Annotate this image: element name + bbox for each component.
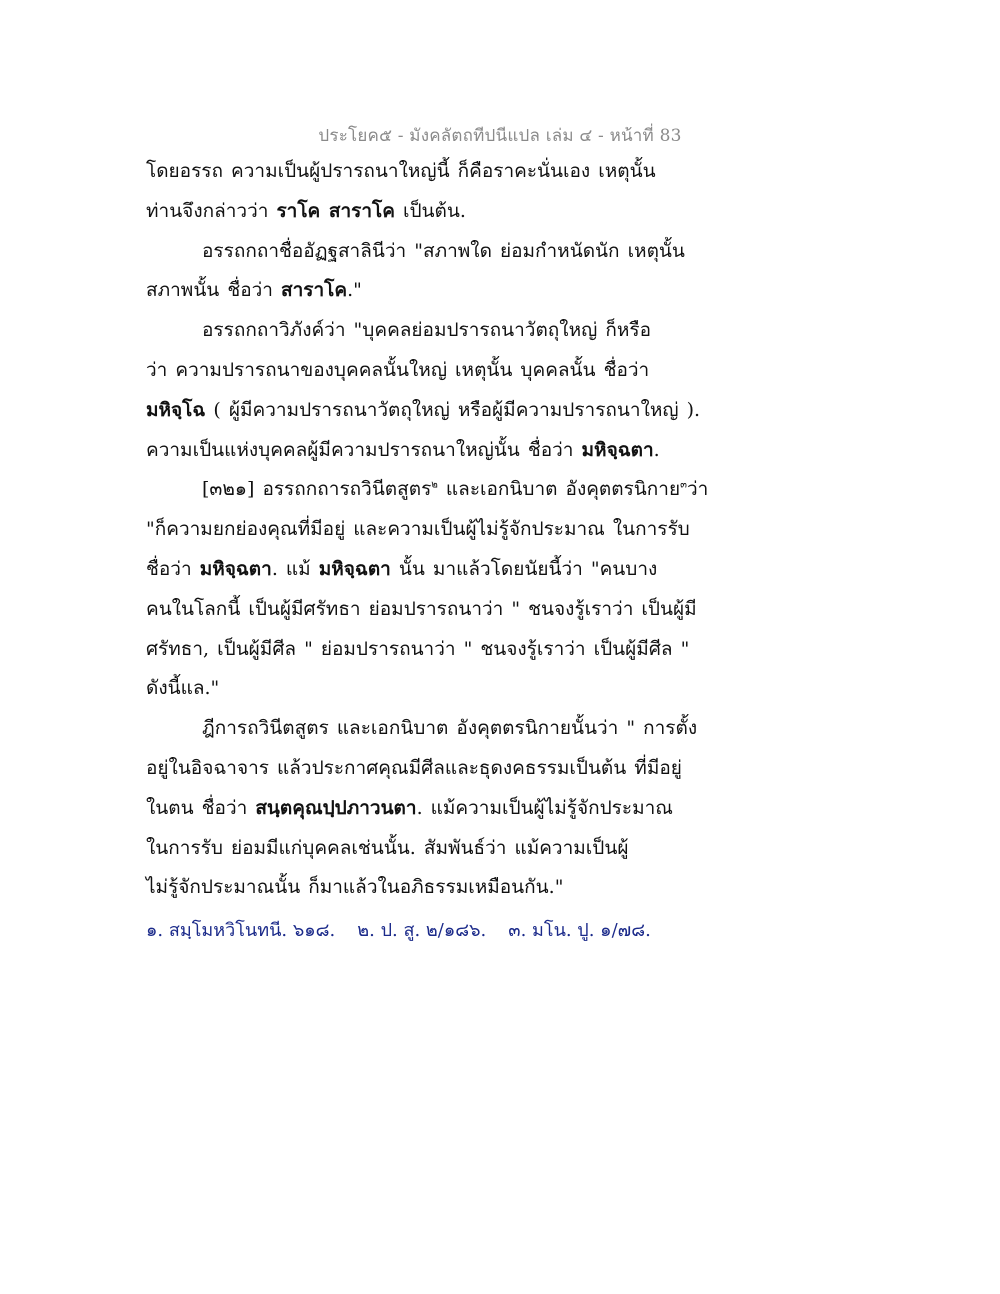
text-run: ท่านจึงกล่าวว่า bbox=[146, 199, 277, 222]
text-line bbox=[146, 590, 746, 630]
text-run: อรรถกถาชื่ออัฏฐสาลินีว่า "สภาพใด ย่อมกำหนัดนัก เหตุนั้น bbox=[202, 239, 685, 262]
text-run: และเอกนิบาต อังคุตตรนิกาย bbox=[437, 478, 681, 501]
text-line bbox=[146, 868, 746, 908]
header-title: ประโยค๕ - มังคลัตถทีปนีแปล เล่ม ๔ - หน้าที่ 83 bbox=[318, 126, 682, 146]
text-run: นั้น มาแล้วโดยนัยนี้ว่า "คนบาง bbox=[390, 557, 658, 580]
text-line bbox=[146, 709, 746, 749]
footnote-ref: ๓ bbox=[680, 480, 687, 492]
paragraph bbox=[146, 311, 746, 470]
text-run: ศรัทธา, เป็นผู้มีศีล " ย่อมปรารถนาว่า " ชนจงรู้เราว่า เป็นผู้มีศีล " bbox=[146, 637, 690, 660]
text-line bbox=[146, 669, 746, 709]
footnotes bbox=[146, 914, 746, 948]
text-run: ความเป็นแห่งบุคคลผู้มีความปรารถนาใหญ่นั้น ชื่อว่า bbox=[146, 438, 582, 461]
text-run: สภาพนั้น ชื่อว่า bbox=[146, 279, 282, 302]
paragraph bbox=[146, 709, 746, 908]
text-run: "ก็ความยกย่องคุณที่มีอยู่ และความเป็นผู้ไม่รู้จักประมาณ ในการรับ bbox=[146, 518, 690, 541]
paragraph bbox=[146, 470, 746, 709]
text-run: โดยอรรถ ความเป็นผู้ปรารถนาใหญ่นี้ ก็คือราคะนั่นเอง เหตุนั้น bbox=[146, 160, 656, 182]
text-line bbox=[146, 789, 746, 829]
text-run: ในการรับ ย่อมมีแก่บุคคลเช่นนั้น. สัมพันธ์ว่า แม้ความเป็นผู้ bbox=[146, 836, 629, 859]
text-line bbox=[146, 510, 746, 550]
bold-term: สาราโค bbox=[281, 279, 348, 302]
bold-term: ราโค สาราโค bbox=[276, 199, 395, 222]
text-run: . bbox=[653, 438, 660, 461]
text-line bbox=[146, 311, 746, 351]
text-run: . แม้ bbox=[271, 557, 319, 580]
text-run: คนในโลกนี้ เป็นผู้มีศรัทธา ย่อมปรารถนาว่า " ชนจงรู้เราว่า เป็นผู้มี bbox=[146, 597, 697, 620]
text-run: ชื่อว่า bbox=[146, 557, 200, 580]
page-header bbox=[0, 122, 1000, 149]
bold-term: มหิจฺฉตา bbox=[581, 438, 654, 461]
bold-term: มหิจฺโฉ bbox=[146, 398, 206, 421]
text-line bbox=[146, 232, 746, 272]
text-line bbox=[146, 749, 746, 789]
text-run: อยู่ในอิจฉาจาร แล้วประกาศคุณมีศีลและธุดงคธรรมเป็นต้น ที่มีอยู่ bbox=[146, 756, 682, 779]
footnote-item: ๒. ป. สู. ๒/๑๘๖. bbox=[357, 920, 487, 941]
bold-term: มหิจฺฉตา bbox=[199, 557, 272, 580]
bold-term: สนฺตคุณปฺปภาวนตา bbox=[255, 796, 417, 819]
text-line bbox=[146, 391, 746, 431]
paragraph bbox=[146, 232, 746, 312]
text-line bbox=[146, 192, 746, 232]
text-run: . แม้ความเป็นผู้ไม่รู้จักประมาณ bbox=[416, 796, 673, 819]
text-run: ฎีการถวินีตสูตร และเอกนิบาต อังคุตตรนิกายนั้นว่า " การตั้ง bbox=[202, 717, 698, 740]
text-line bbox=[146, 351, 746, 391]
text-line bbox=[146, 431, 746, 471]
text-run: ไม่รู้จักประมาณนั้น ก็มาแล้วในอภิธรรมเหมือนกัน." bbox=[146, 876, 564, 899]
text-line bbox=[146, 470, 746, 510]
text-run: อรรถกถาวิภังค์ว่า "บุคคลย่อมปรารถนาวัตถุใหญ่ ก็หรือ bbox=[202, 319, 651, 342]
text-run: ในตน ชื่อว่า bbox=[146, 796, 256, 819]
text-line bbox=[146, 630, 746, 670]
text-run: ว่า ความปรารถนาของบุคคลนั้นใหญ่ เหตุนั้น บุคคลนั้น ชื่อว่า bbox=[146, 358, 650, 381]
text-run: เป็นต้น. bbox=[394, 199, 466, 222]
text-run: ( ผู้มีความปรารถนาวัตถุใหญ่ หรือผู้มีความปรารถนาใหญ่ ). bbox=[205, 398, 701, 421]
text-line bbox=[146, 271, 746, 311]
text-run: ว่า bbox=[686, 478, 709, 501]
text-run: ." bbox=[347, 279, 362, 302]
text-line bbox=[146, 152, 746, 192]
paragraph bbox=[146, 152, 746, 232]
text-run: [๓๒๑] อรรถกถารถวินีตสูตร bbox=[202, 478, 432, 501]
text-line bbox=[146, 550, 746, 590]
text-run: ดังนี้แล." bbox=[146, 677, 220, 700]
footnote-item: ๑. สมฺโมหวิโนทนี. ๖๑๘. bbox=[146, 920, 336, 941]
footnote-ref: ๒ bbox=[431, 480, 438, 492]
page-body bbox=[146, 152, 746, 908]
footnote-item: ๓. มโน. ปู. ๑/๗๘. bbox=[508, 920, 651, 941]
bold-term: มหิจฺฉตา bbox=[318, 557, 391, 580]
text-line bbox=[146, 829, 746, 869]
